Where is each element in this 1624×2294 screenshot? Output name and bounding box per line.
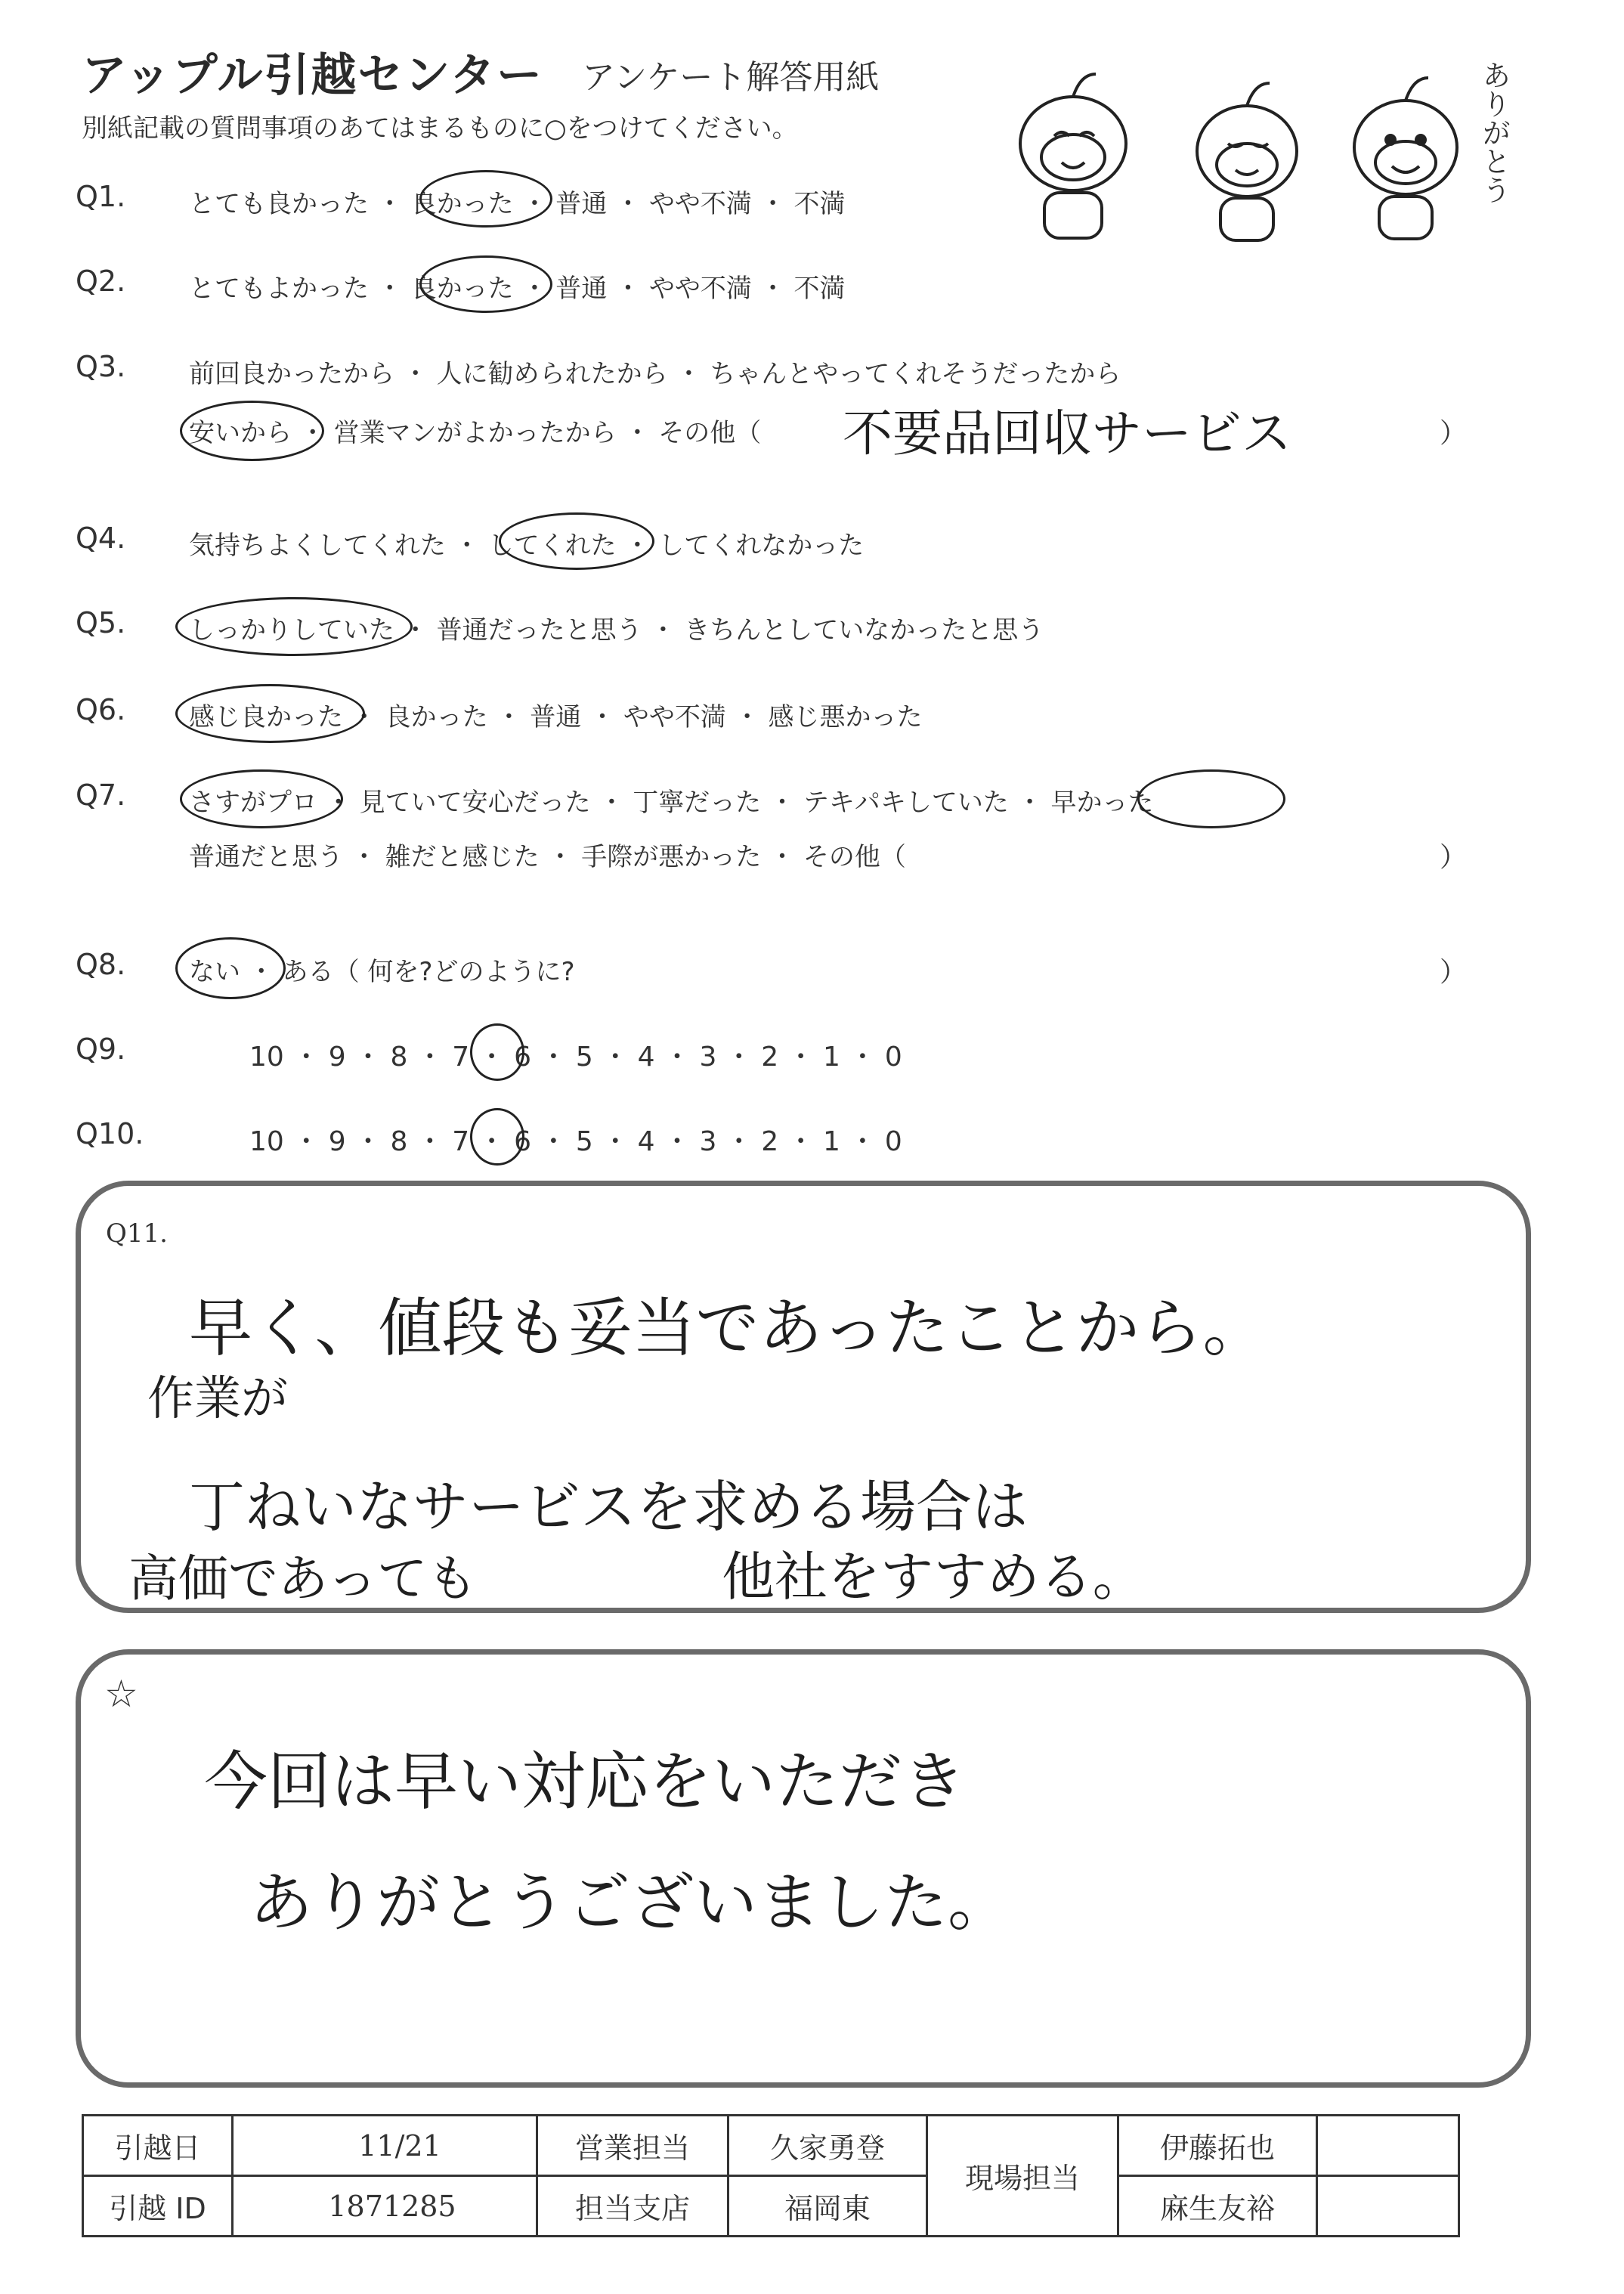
q5-selected-circle (175, 597, 413, 656)
q11-answer-line3: 丁ねいなサービスを求める場合は (189, 1475, 1028, 1540)
move-info-table (82, 2114, 1460, 2237)
q3-options-line2: 安いから ・ 営業マンがよかったから ・ その他（ (189, 418, 762, 448)
q10-selected-circle (470, 1108, 524, 1166)
q6-label: Q6. (76, 693, 126, 726)
q11-answer-line2: 作業が (147, 1370, 289, 1426)
q10-label: Q10. (76, 1117, 144, 1150)
company-name: アップル引越センター (82, 49, 543, 102)
q4-label: Q4. (76, 522, 126, 555)
q9-selected-circle (470, 1023, 524, 1081)
comment-star-label: ☆ (104, 1672, 138, 1716)
q9-options: 10 ・ 9 ・ 8 ・ 7 ・ 6 ・ 5 ・ 4 ・ 3 ・ 2 ・ 1 ・ 0 (249, 1042, 902, 1073)
q8-label: Q8. (76, 948, 126, 981)
branch-label: 担当支店 (537, 2176, 728, 2237)
q4-selected-circle (499, 512, 654, 570)
monkey-mascot-illustration (998, 45, 1511, 249)
q7-label: Q7. (76, 779, 126, 812)
q7-options-line2: 普通だと思う ・ 雑だと感じた ・ 手際が悪かった ・ その他（ (189, 842, 906, 872)
q3-close-paren: ） (1440, 418, 1468, 449)
q2-selected-circle (419, 255, 552, 313)
q10-options: 10 ・ 9 ・ 8 ・ 7 ・ 6 ・ 5 ・ 4 ・ 3 ・ 2 ・ 1 ・ 0 (249, 1126, 902, 1157)
site-staff-empty-2 (1317, 2176, 1459, 2237)
q8-selected-circle (175, 937, 286, 999)
q11-answer-line4a: 高価であっても (128, 1549, 478, 1608)
q11-label: Q11. (106, 1218, 168, 1249)
q9-label: Q9. (76, 1032, 126, 1066)
q1-label: Q1. (76, 180, 126, 213)
q1-options: とても良かった ・ 良かった ・ 普通 ・ やや不満 ・ 不満 (189, 189, 846, 219)
mascot-caption: ありがとう (1477, 60, 1511, 204)
site-label: 現場担当 (927, 2116, 1118, 2237)
q3-options: 前回良かったから ・ 人に勧められたから ・ ちゃんとやってくれそうだったから (189, 359, 1121, 389)
branch-value: 福岡東 (728, 2176, 927, 2237)
q2-label: Q2. (76, 265, 126, 298)
move-id-label: 引越 ID (83, 2176, 233, 2237)
sales-label: 営業担当 (537, 2116, 728, 2176)
q6-options: 感じ良かった ・ 良かった ・ 普通 ・ やや不満 ・ 感じ悪かった (189, 702, 923, 732)
q7-options: さすがプロ ・ 見ていて安心だった ・ 丁寧だった ・ テキパキしていた ・ 早かった (189, 788, 1154, 818)
site-staff-2: 麻生友裕 (1118, 2176, 1317, 2237)
q8-close-paren: ） (1440, 957, 1468, 988)
sales-name: 久家勇登 (728, 2116, 927, 2176)
move-date-label: 引越日 (83, 2116, 233, 2176)
q11-answer-line4b: 他社をすすめる。 (722, 1546, 1146, 1608)
q3-other-handwritten: 不要品回収サービス (843, 404, 1291, 463)
q7-selected-circle-pro (180, 769, 343, 828)
q2-options: とてもよかった ・ 良かった ・ 普通 ・ やや不満 ・ 不満 (189, 274, 846, 304)
q3-selected-circle (180, 401, 324, 461)
q3-label: Q3. (76, 350, 126, 383)
q4-options: 気持ちよくしてくれた ・ してくれた ・ してくれなかった (189, 531, 865, 561)
comment-line2: ありがとうございました。 (249, 1865, 1012, 1940)
move-id-value: 1871285 (233, 2176, 537, 2237)
site-staff-empty-1 (1317, 2116, 1459, 2176)
q8-options: ない ・ ある（ 何を?どのように? (189, 957, 575, 987)
q5-options: しっかりしていた ・ 普通だったと思う ・ きちんとしていなかったと思う (189, 615, 1044, 645)
q11-answer-line1: 早く、値段も妥当であったことから。 (189, 1291, 1267, 1365)
q7-close-paren: ） (1440, 842, 1468, 873)
form-title: アンケート解答用紙 (582, 58, 880, 97)
q6-selected-circle (175, 684, 365, 743)
site-staff-1: 伊藤拓也 (1118, 2116, 1317, 2176)
q5-label: Q5. (76, 606, 126, 639)
comment-line1: 今回は早い対応をいただき (204, 1744, 967, 1819)
q7-selected-circle-fast (1137, 769, 1285, 828)
q1-selected-circle (419, 170, 552, 228)
move-date-value: 11/21 (233, 2116, 537, 2176)
instruction-text: 別紙記載の質問事項のあてはまるものに○をつけてください。 (82, 113, 798, 144)
